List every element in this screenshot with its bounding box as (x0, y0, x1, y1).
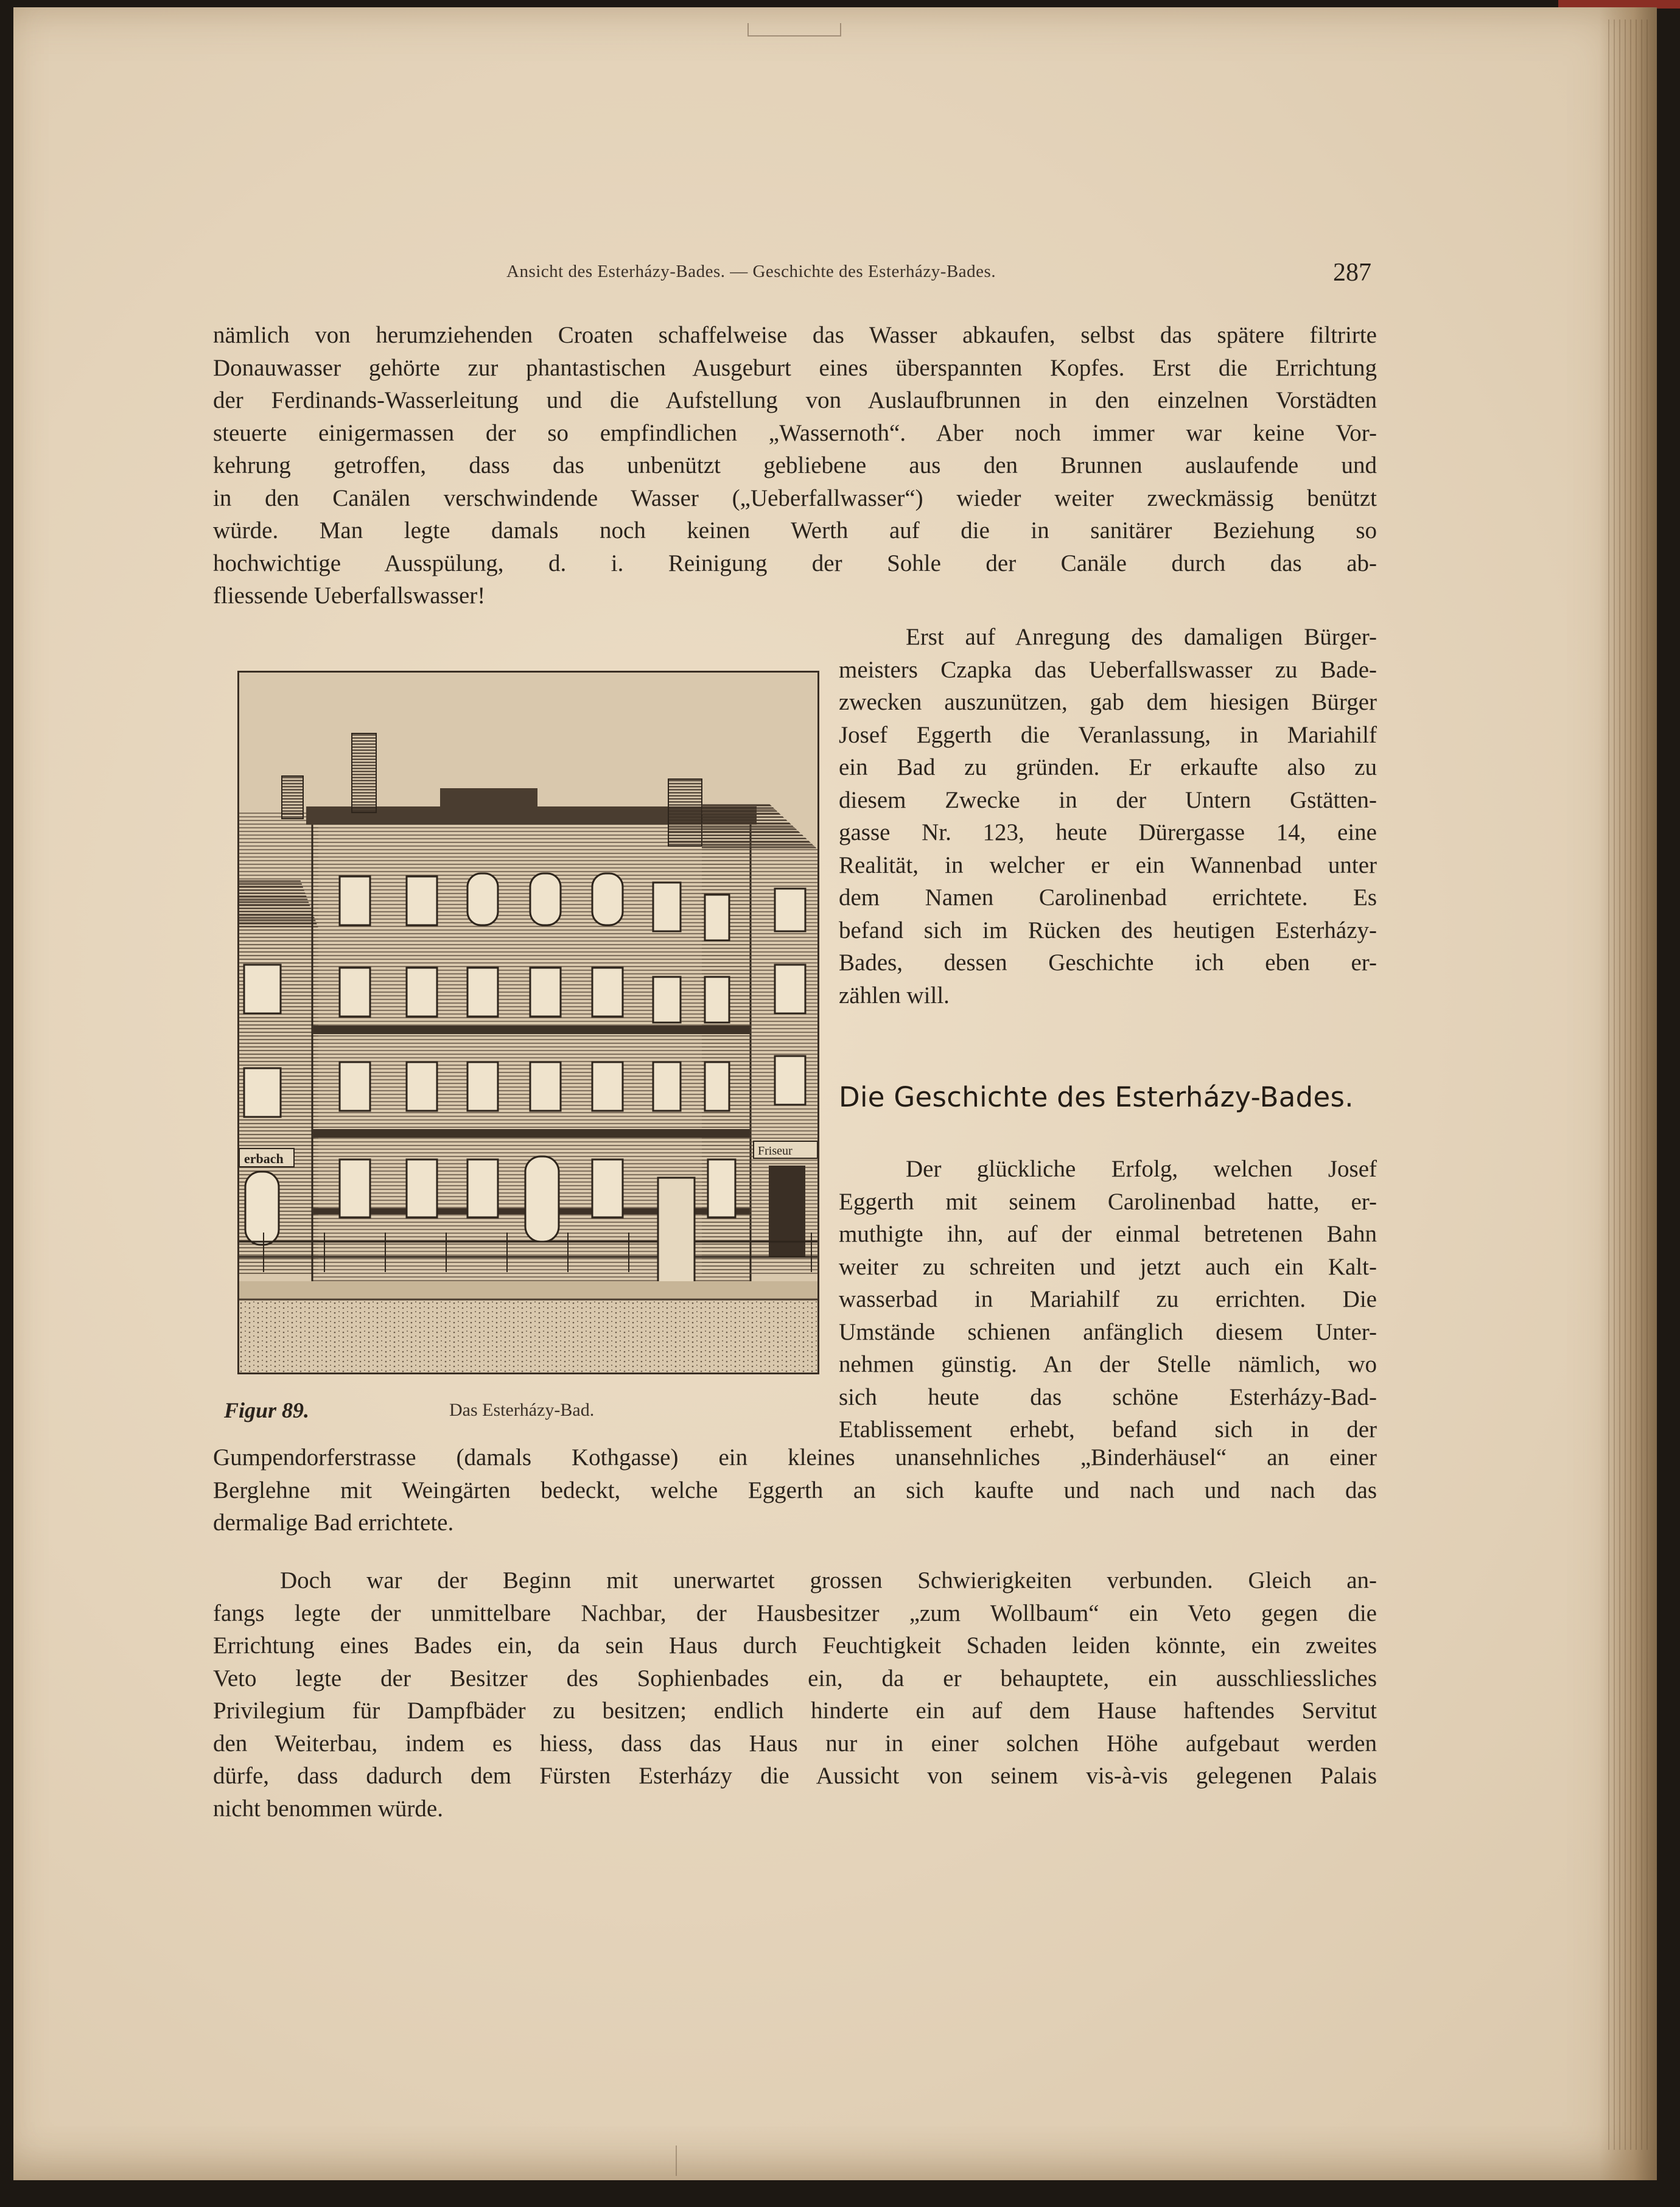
text-line: Errichtung eines Bades ein, da sein Haus durch Feuchtigkeit Schaden leiden könnte, ein zweites (213, 1632, 1377, 1659)
text-line: in den Canälen verschwindende Wasser („Ueberfallwasser“) wieder weiter zweckmässig benützt (213, 484, 1377, 511)
text-line: Donauwasser gehörte zur phantastischen Ausgeburt eines überspannten Kopfes. Erst die Errichtung (213, 354, 1377, 381)
text-line: Privilegium für Dampfbäder zu besitzen; endlich hinderte ein auf dem Hause haftendes Servitut (213, 1698, 1377, 1724)
top-bracket-mark (747, 23, 841, 37)
text-line: Umstände schienen anfänglich diesem Unter- (839, 1318, 1377, 1345)
text-line: dürfe, dass dadurch dem Fürsten Esterházy die Aussicht von seinem vis-à-vis gelegenen Palais (213, 1763, 1377, 1789)
text-line: würde. Man legte damals noch keinen Werth auf die in sanitärer Beziehung so (213, 517, 1377, 544)
figure-label: Figur 89. (224, 1398, 310, 1422)
building-engraving (237, 671, 819, 1374)
paragraph-3-continued (213, 1441, 1377, 1539)
shop-sign-right: Friseur (758, 1144, 793, 1158)
building-illustration (239, 673, 817, 1373)
text-line: der Ferdinands-Wasserleitung und die Aufstellung von Auslaufbrunnen in den einzelnen Vorstädten (213, 387, 1377, 413)
page-stack-edge (1608, 19, 1651, 2150)
text-line: Erst auf Anregung des damaligen Bürger- (906, 624, 1377, 650)
text-line: kehrung getroffen, dass das unbenützt gebliebene aus den Brunnen auslaufende und (213, 452, 1377, 478)
bottom-mark (676, 2146, 719, 2176)
text-line: den Weiterbau, indem es hiess, dass das Haus nur in einer solchen Höhe aufgebaut werden (213, 1730, 1377, 1757)
text-line: Realität, in welcher er ein Wannenbad unter (839, 852, 1377, 878)
text-line: fangs legte der unmittelbare Nachbar, der Hausbesitzer „zum Wollbaum“ ein Veto gegen die (213, 1600, 1377, 1626)
text-line: nämlich von herumziehenden Croaten schaffelweise das Wasser abkaufen, selbst das spätere filtrirte (213, 322, 1377, 348)
text-line: Gumpendorferstrasse (damals Kothgasse) ein kleines unansehnliches „Binderhäusel“ an einer (213, 1444, 1377, 1471)
figure-caption: Das Esterházy-Bad. (449, 1400, 595, 1420)
paragraph-3 (839, 1153, 1377, 1446)
text-line: Veto legte der Besitzer des Sophienbades ein, da er behauptete, ein ausschliessliches (213, 1665, 1377, 1691)
paragraph-2 (839, 621, 1377, 1012)
text-line: nicht benommen würde. (213, 1795, 443, 1822)
text-line: steuerte einigermassen der so empfindlichen „Wassernoth“. Aber noch immer war keine Vor- (213, 419, 1377, 446)
text-line: muthigte ihn, auf der einmal betretenen Bahn (839, 1221, 1377, 1247)
text-line: Bades, dessen Geschichte ich eben er- (839, 950, 1377, 976)
text-line: Josef Eggerth die Veranlassung, in Mariahilf (839, 721, 1377, 748)
text-line: weiter zu schreiten und jetzt auch ein Kalt- (839, 1253, 1377, 1280)
text-line: Der glückliche Erfolg, welchen Josef (906, 1156, 1377, 1182)
running-head: Ansicht des Esterházy-Bades. — Geschichte des Esterházy-Bades. (506, 262, 996, 281)
shop-sign-left: erbach (244, 1151, 284, 1166)
text-line: befand sich im Rücken des heutigen Esterházy- (839, 917, 1377, 943)
section-heading: Die Geschichte des Esterházy-Bades. (839, 1081, 1354, 1113)
text-line: ein Bad zu gründen. Er erkaufte also zu (839, 754, 1377, 780)
page-number: 287 (1333, 259, 1371, 287)
text-line: dem Namen Carolinenbad errichtete. Es (839, 884, 1377, 911)
text-line: diesem Zwecke in der Untern Gstätten- (839, 786, 1377, 813)
text-line: Etablissement erhebt, befand sich in der (839, 1416, 1377, 1443)
text-line: hochwichtige Ausspülung, d. i. Reinigung der Sohle der Canäle durch das ab- (213, 550, 1377, 576)
text-line: zwecken auszunützen, gab dem hiesigen Bürger (839, 689, 1377, 715)
text-line: gasse Nr. 123, heute Dürergasse 14, eine (839, 819, 1377, 845)
text-line: Berglehne mit Weingärten bedeckt, welche Eggerth an sich kaufte und nach und nach das (213, 1477, 1377, 1503)
text-line: Eggerth mit seinem Carolinenbad hatte, er- (839, 1188, 1377, 1215)
text-line: nehmen günstig. An der Stelle nämlich, wo (839, 1351, 1377, 1377)
paragraph-4 (213, 1564, 1377, 1825)
text-line: wasserbad in Mariahilf zu errichten. Die (839, 1286, 1377, 1312)
text-line: fliessende Ueberfallswasser! (213, 582, 486, 609)
paragraph-1 (213, 319, 1377, 612)
text-line: sich heute das schöne Esterházy-Bad- (839, 1383, 1377, 1410)
text-line: dermalige Bad errichtete. (213, 1509, 454, 1536)
text-line: meisters Czapka das Ueberfallswasser zu Bade- (839, 656, 1377, 683)
text-line: Doch war der Beginn mit unerwartet grossen Schwierigkeiten verbunden. Gleich an- (280, 1567, 1377, 1593)
text-line: zählen will. (839, 982, 950, 1009)
